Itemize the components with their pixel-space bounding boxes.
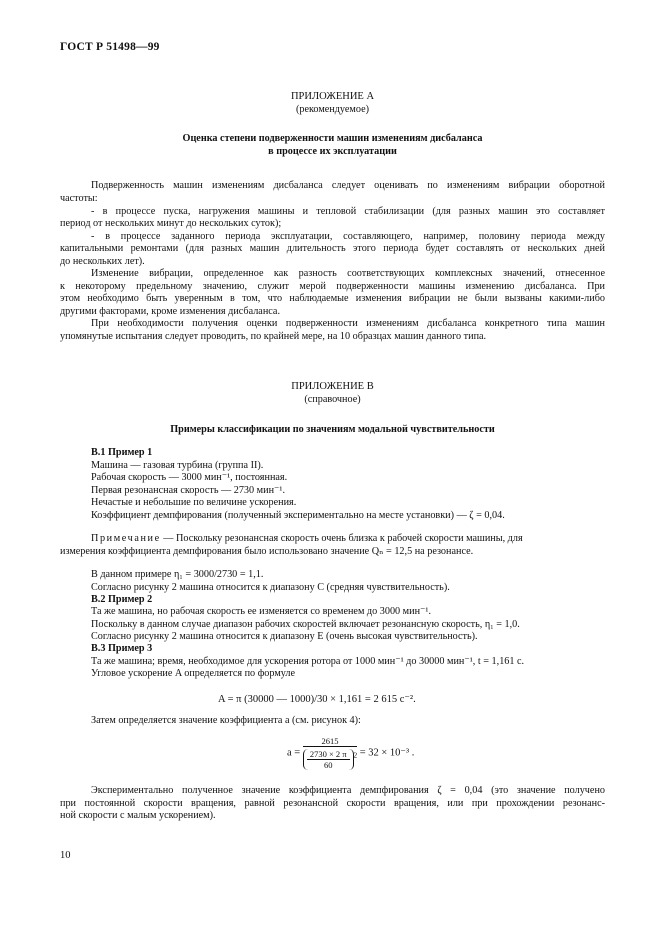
note-text: — Поскольку резонансная скорость очень близка к рабочей скорости машины, для bbox=[160, 533, 523, 544]
example-2-title: В.2 Пример 2 bbox=[91, 594, 153, 605]
paragraph-line: Подверженность машин изменениям дисбаланса следует оценивать по изменениям вибрации оборотной bbox=[91, 180, 605, 191]
paragraph-line: частоты: bbox=[60, 193, 98, 204]
appendix-a-heading-line1: Оценка степени подверженности машин изменениям дисбаланса bbox=[182, 133, 483, 144]
paragraph-line: Первая резонансная скорость — 2730 мин⁻¹. bbox=[91, 485, 285, 496]
paragraph-line: к некоторому предельному значению, служит мерой подверженности машины изменению дисбаланса. При bbox=[60, 281, 605, 292]
paragraph-line: При необходимости получения оценки подверженности изменениям дисбаланса конкретного типа машин bbox=[91, 318, 605, 329]
paragraph-line: до нескольких лет). bbox=[60, 256, 145, 267]
formula-inner-numerator: 2730 × 2 π bbox=[307, 749, 350, 760]
paragraph-line: Поскольку в данном случае диапазон рабочих скоростей включает резонансную скорость, η₁ = 1,0. bbox=[91, 619, 520, 630]
paragraph-line: Экспериментально полученное значение коэффициента демпфирования ζ = 0,04 (это значение получено bbox=[91, 785, 605, 796]
paragraph-line: Та же машина; время, необходимое для ускорения ротора от 1000 мин⁻¹ до 30000 мин⁻¹, t = 1,161 с. bbox=[91, 656, 525, 667]
page-number: 10 bbox=[60, 850, 71, 861]
paragraph-line: этом необходимо быть уверенным в том, что наблюдаемые изменения вибрации не были вызваны какими-либо bbox=[60, 293, 605, 304]
appendix-a-subtitle: (рекомендуемое) bbox=[295, 104, 369, 115]
paragraph-line: капитальными ремонтами (для разных машин длительность этого периода будет составлять от нескольких дней bbox=[60, 243, 605, 254]
paragraph-line: Согласно рисунку 2 машина относится к диапазону Е (очень высокая чувствительность). bbox=[91, 631, 478, 642]
paragraph-line: другими факторами, кроме изменения дисбаланса. bbox=[60, 306, 280, 317]
formula-coefficient-a bbox=[287, 736, 414, 770]
formula-inner-denominator: 60 bbox=[323, 760, 333, 770]
paragraph-line: Согласно рисунку 2 машина относится к диапазону С (средняя чувствительность). bbox=[91, 582, 450, 593]
example-1-title: В.1 Пример 1 bbox=[91, 447, 153, 458]
paragraph-line: упомянутые испытания следует проводить, по крайней мере, на 10 образцах машин данного типа. bbox=[60, 331, 487, 342]
appendix-b-title: ПРИЛОЖЕНИЕ В bbox=[291, 381, 374, 392]
paragraph-line: - в процессе заданного периода эксплуатации, составляющего, например, половину периода между bbox=[91, 231, 605, 242]
document-id: ГОСТ Р 51498—99 bbox=[60, 41, 160, 53]
note-line: измерения коэффициента демпфирования было использовано значение Qₙ = 12,5 на резонансе. bbox=[60, 546, 474, 557]
paragraph-line: - в процессе пуска, нагружения машины и тепловой стабилизации (для разных машин это составляет bbox=[91, 206, 605, 217]
appendix-a-title: ПРИЛОЖЕНИЕ А bbox=[290, 91, 375, 102]
note-label: Примечание bbox=[91, 533, 161, 544]
appendix-b-heading: Примеры классификации по значениям модальной чувствительности bbox=[170, 424, 495, 435]
paragraph-line: Та же машина, но рабочая скорость ее изменяется со временем до 3000 мин⁻¹. bbox=[91, 606, 432, 617]
paragraph-line: при постоянной скорости вращения, равной резонансной скорости вращения, или при прохождении резонанс- bbox=[60, 798, 605, 809]
paragraph-line: Угловое ускорение A определяется по формуле bbox=[91, 668, 296, 679]
paragraph-line: Рабочая скорость — 3000 мин⁻¹, постоянная. bbox=[91, 472, 288, 483]
appendix-b-subtitle: (справочное) bbox=[304, 394, 361, 405]
paragraph-line: Изменение вибрации, определенное как разность соответствующих комплексных значений, отнесенное bbox=[91, 268, 605, 279]
paragraph-line: Коэффициент демпфирования (полученный экспериментально на месте установки) — ζ = 0,04. bbox=[91, 510, 505, 521]
paragraph-line: В данном примере η₁ = 3000/2730 = 1,1. bbox=[91, 569, 264, 580]
paragraph-line: Затем определяется значение коэффициента a (см. рисунок 4): bbox=[91, 715, 361, 726]
formula-rhs: = 32 × 10⁻³ . bbox=[359, 747, 415, 759]
formula-numerator: 2615 bbox=[303, 736, 357, 747]
paragraph-line: Нечастые и небольшие по величине ускорения. bbox=[91, 497, 297, 508]
example-3-title: В.3 Пример 3 bbox=[91, 643, 153, 654]
paragraph-line: период от нескольких минут до нескольких суток); bbox=[60, 218, 282, 229]
formula-lhs: a = bbox=[287, 747, 301, 759]
formula-denominator: $\frac{2730 \times 2 \pi}{60}$ $^2$ bbox=[303, 747, 357, 770]
paragraph-line: ной скорости с малым ускорением). bbox=[60, 810, 216, 821]
paragraph-line: Машина — газовая турбина (группа II). bbox=[91, 460, 264, 471]
formula-angular-acceleration: A = π (30000 — 1000)/30 × 1,161 = 2 615 с⁻². bbox=[218, 694, 416, 705]
appendix-a-heading-line2: в процессе их эксплуатации bbox=[268, 146, 397, 157]
note-line bbox=[91, 533, 605, 545]
formula-fraction bbox=[303, 736, 357, 770]
